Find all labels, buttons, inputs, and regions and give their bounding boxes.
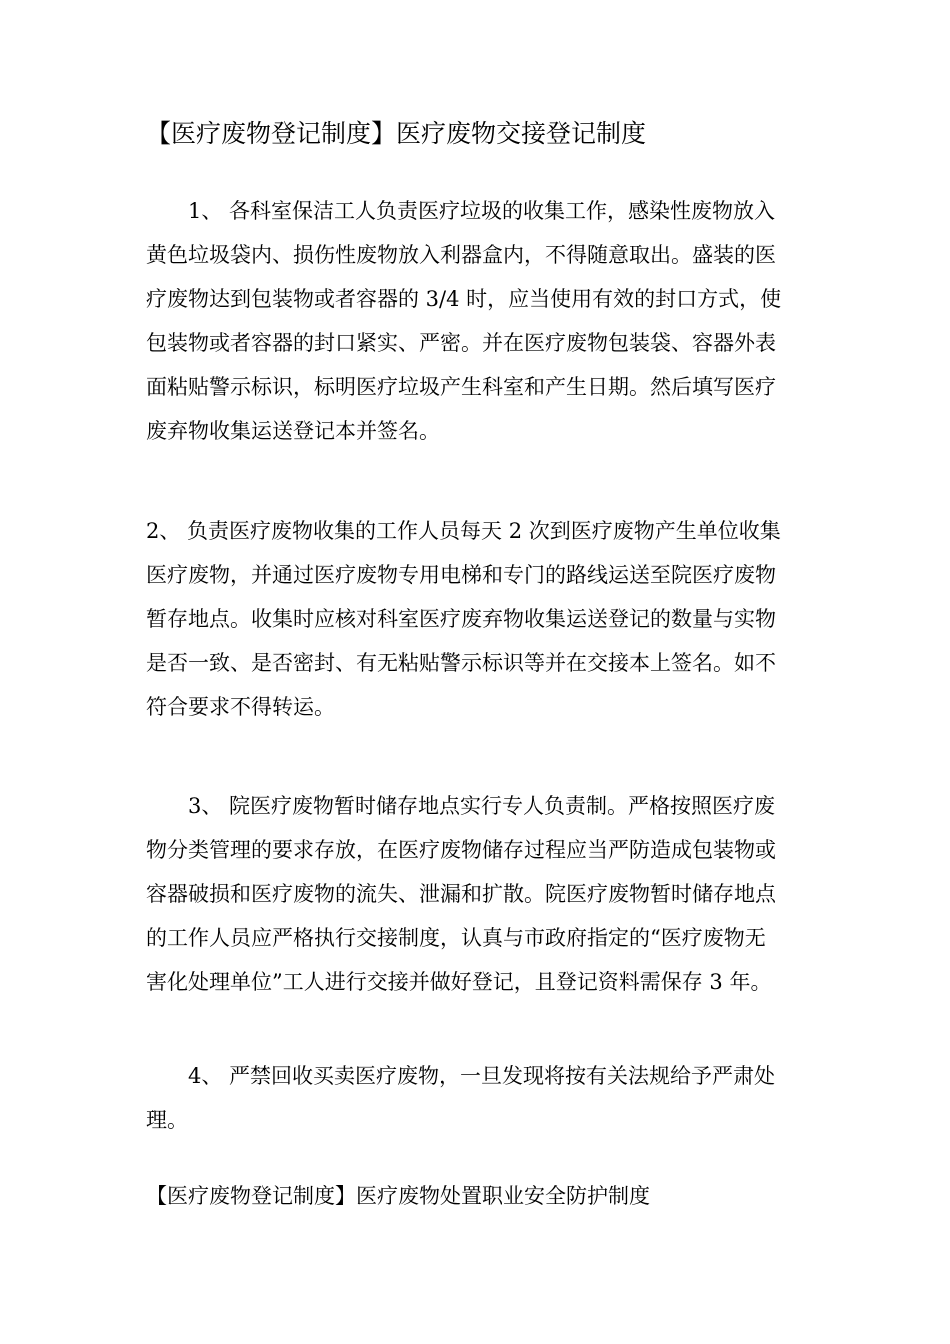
paragraph-3 — [146, 784, 808, 1004]
paragraph-line: 害化处理单位”工人进行交接并做好登记，且登记资料需保存 3 年。 — [146, 970, 772, 994]
paragraph-line: 医疗废物，并通过医疗废物专用电梯和专门的路线运送至院医疗废物 — [146, 563, 776, 587]
paragraph-line: 2、 负责医疗废物收集的工作人员每天 2 次到医疗废物产生单位收集 — [146, 519, 781, 543]
paragraph-2 — [146, 509, 808, 729]
paragraph-line: 包装物或者容器的封口紧实、严密。并在医疗废物包装袋、容器外表 — [146, 331, 776, 355]
paragraph-line: 容器破损和医疗废物的流失、泄漏和扩散。院医疗废物暂时储存地点 — [146, 882, 776, 906]
paragraph-line: 暂存地点。收集时应核对科室医疗废弃物收集运送登记的数量与实物 — [146, 607, 776, 631]
paragraph-line: 物分类管理的要求存放，在医疗废物储存过程应当严防造成包装物或 — [146, 838, 776, 862]
paragraph-line: 的工作人员应严格执行交接制度，认真与市政府指定的“医疗废物无 — [146, 926, 766, 950]
paragraph-line: 是否一致、是否密封、有无粘贴警示标识等并在交接本上签名。如不 — [146, 651, 776, 675]
paragraph-line: 废弃物收集运送登记本并签名。 — [146, 419, 440, 443]
paragraph-line: 符合要求不得转运。 — [146, 695, 335, 719]
paragraph-line: 1、 各科室保洁工人负责医疗垃圾的收集工作，感染性废物放入 — [188, 199, 776, 223]
paragraph-4 — [146, 1054, 808, 1142]
document-title: 【医疗废物登记制度】医疗废物交接登记制度 — [146, 119, 647, 148]
paragraph-line: 面粘贴警示标识，标明医疗垃圾产生科室和产生日期。然后填写医疗 — [146, 375, 776, 399]
paragraph-line: 3、 院医疗废物暂时储存地点实行专人负责制。严格按照医疗废 — [188, 794, 776, 818]
paragraph-line: 疗废物达到包装物或者容器的 3/4 时，应当使用有效的封口方式，使 — [146, 287, 782, 311]
paragraph-line: 黄色垃圾袋内、损伤性废物放入利器盒内，不得随意取出。盛装的医 — [146, 243, 776, 267]
paragraph-line: 理。 — [146, 1108, 188, 1132]
section-heading: 【医疗废物登记制度】医疗废物处置职业安全防护制度 — [146, 1184, 650, 1208]
paragraph-1 — [146, 189, 808, 453]
paragraph-line: 4、 严禁回收买卖医疗废物，一旦发现将按有关法规给予严肃处 — [188, 1064, 776, 1088]
